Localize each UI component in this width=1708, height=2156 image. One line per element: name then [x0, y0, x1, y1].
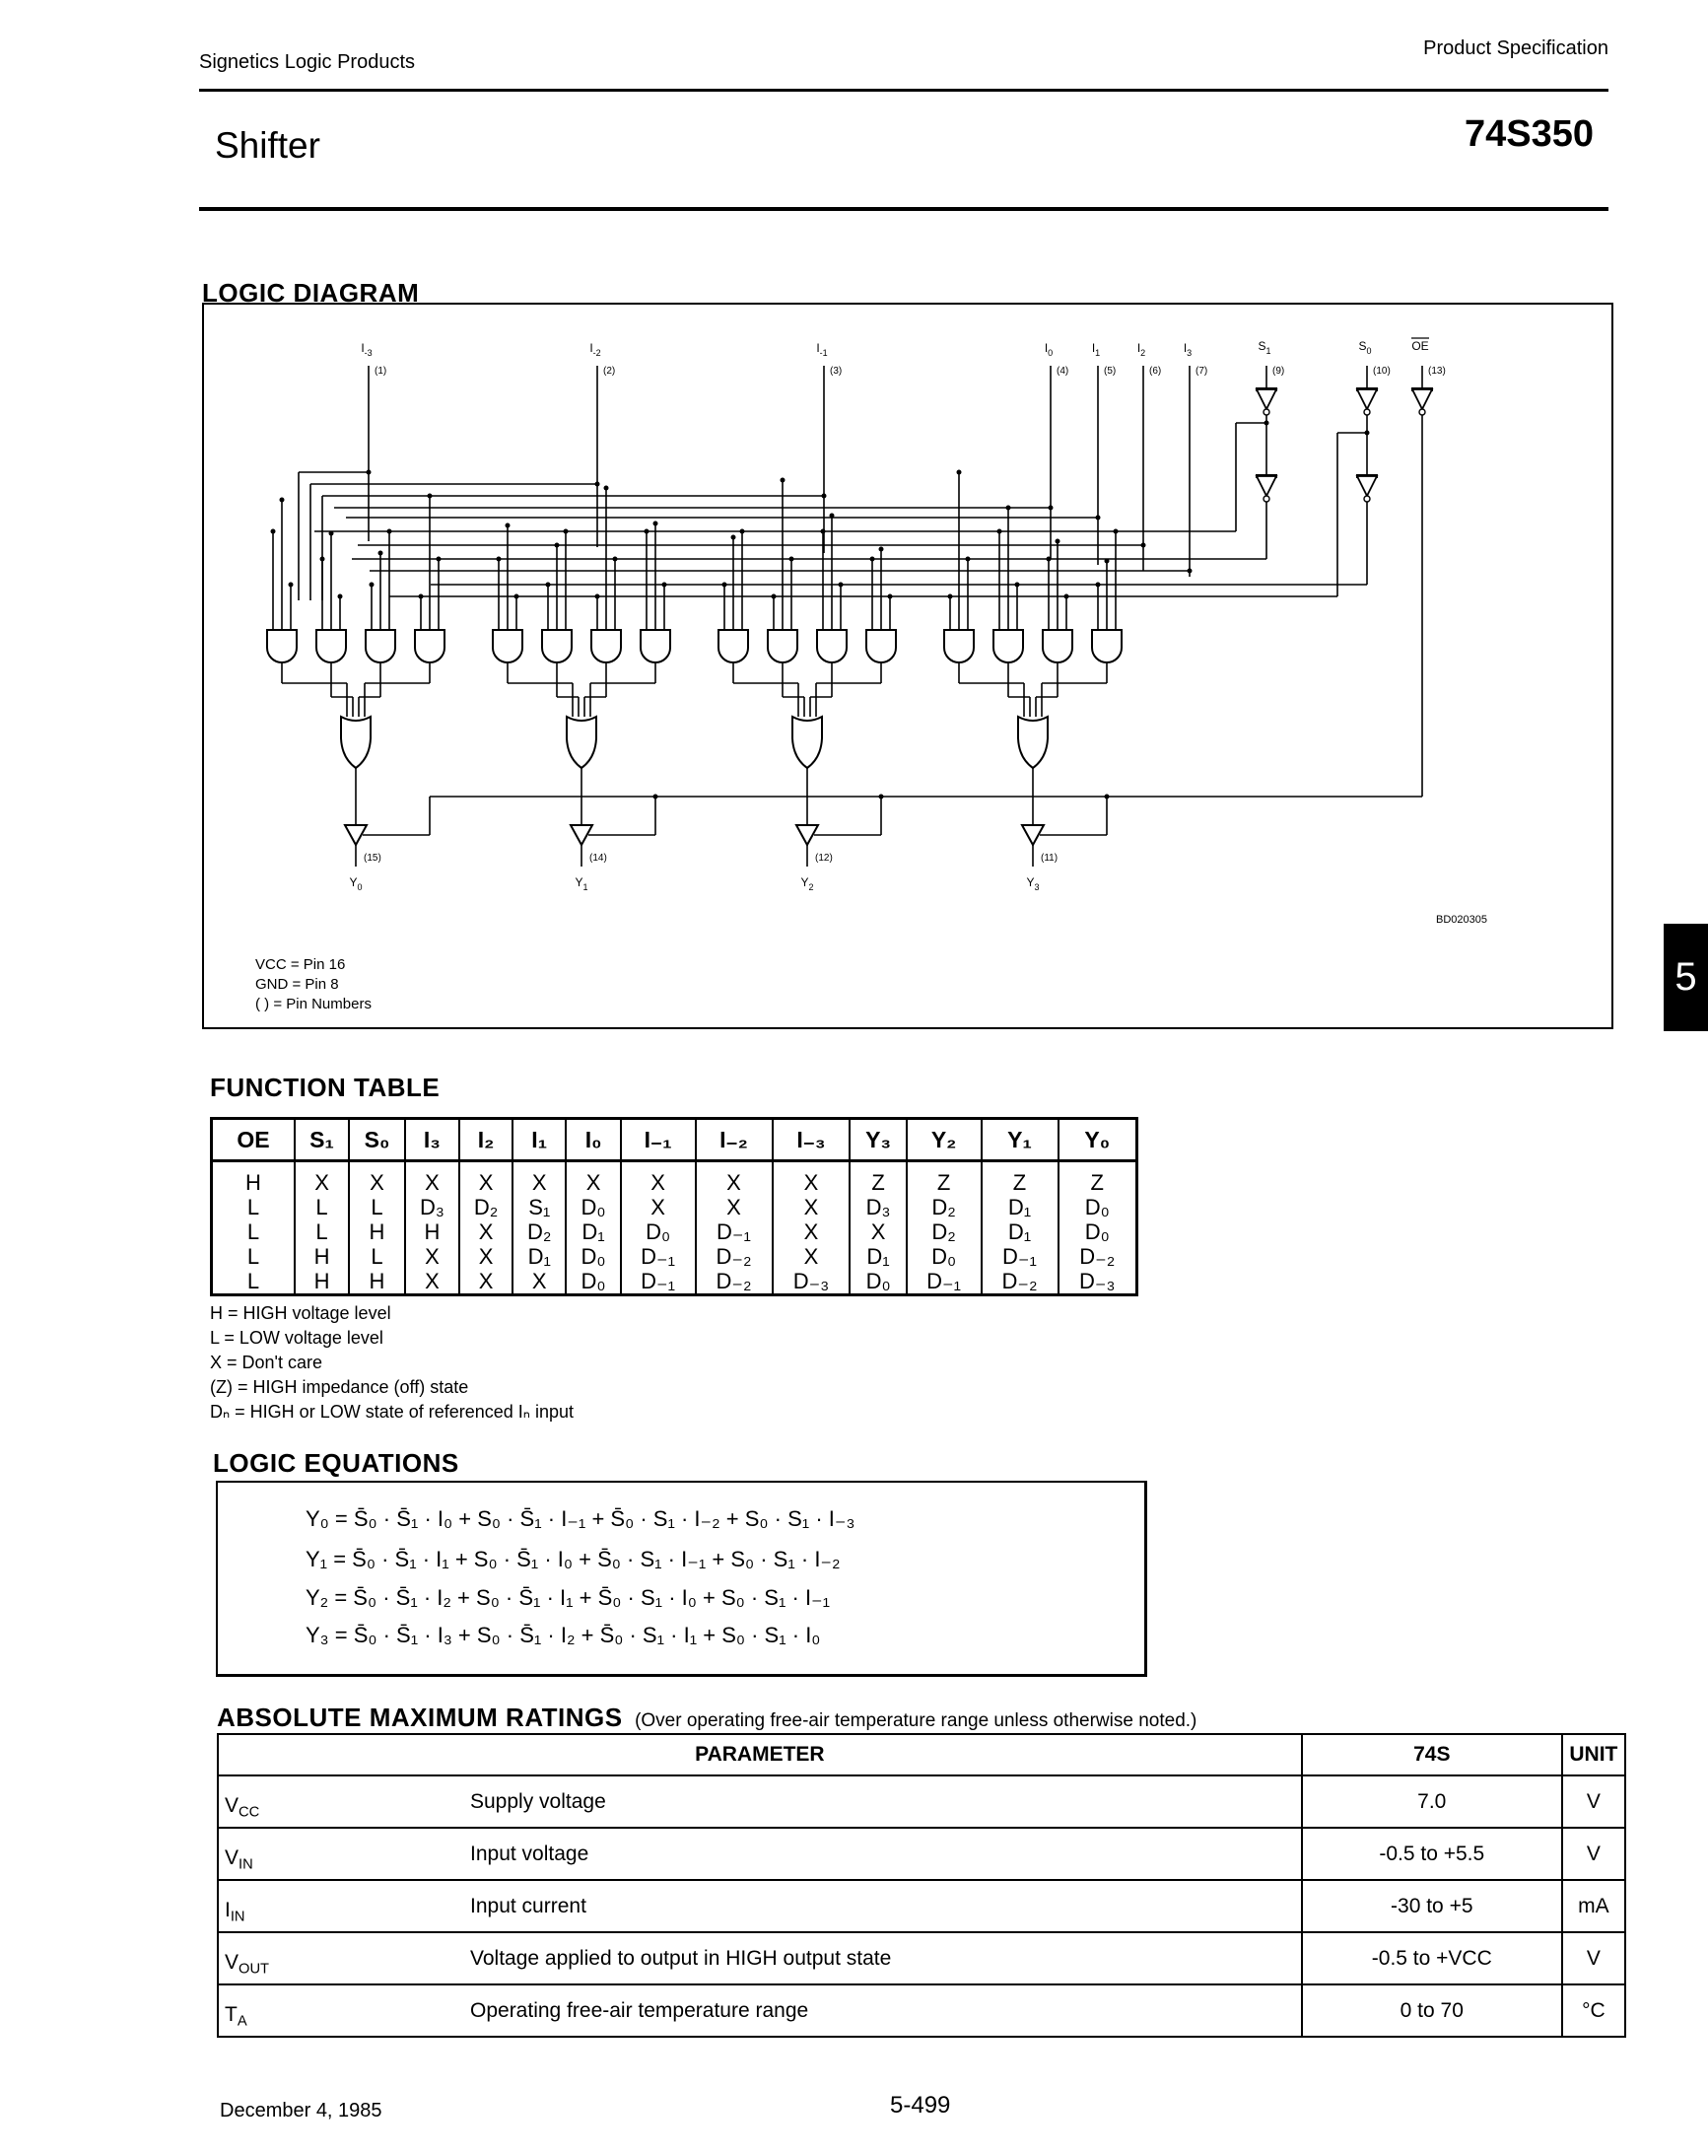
section-tab-label: 5 — [1674, 955, 1697, 999]
logic-diagram — [202, 303, 1613, 1029]
diagram-notes — [255, 955, 372, 1014]
column-header: I₋₂ — [696, 1119, 773, 1161]
table-cell: X — [459, 1219, 512, 1244]
table-cell: D₋₁ — [907, 1269, 982, 1295]
table-row — [218, 1984, 1625, 2037]
pin-number: (1) — [375, 366, 387, 377]
rating-unit: V — [1562, 1932, 1625, 1984]
input-label-2: $I_{-1}$ — [816, 341, 828, 358]
junction-dot — [367, 470, 372, 475]
junction-dot — [1188, 569, 1193, 574]
column-header: Y₁ — [982, 1119, 1059, 1161]
junction-dot — [419, 594, 424, 599]
junction-dot — [1096, 583, 1101, 588]
junction-dot — [1105, 559, 1110, 564]
junction-dot — [870, 557, 875, 562]
rating-symbol: $V_{IN}$ — [218, 1828, 423, 1880]
pin-number: (2) — [603, 366, 616, 377]
junction-dot — [1096, 516, 1101, 521]
table-row — [218, 1828, 1625, 1880]
logic-diagram-svg — [204, 305, 1611, 1027]
pin-number: (5) — [1104, 366, 1117, 377]
table-row — [212, 1219, 1137, 1244]
table-cell: L — [295, 1219, 349, 1244]
junction-dot — [789, 557, 794, 562]
table-cell: X — [459, 1161, 512, 1196]
junction-dot — [1141, 543, 1146, 548]
rating-unit: V — [1562, 1775, 1625, 1828]
table-cell: Z — [1059, 1161, 1137, 1196]
header-rule — [199, 89, 1608, 92]
and-gate-icon — [1043, 630, 1072, 662]
and-gate-icon — [718, 630, 748, 662]
section-tab — [1664, 924, 1708, 1031]
oe-inverter-icon — [1412, 389, 1432, 409]
column-header: I₂ — [459, 1119, 512, 1161]
output-label-y1: $Y_1$ — [575, 875, 588, 892]
table-row — [218, 1880, 1625, 1932]
s1-inverter-icon-bubble — [1264, 409, 1269, 415]
pin-number: (9) — [1272, 366, 1285, 377]
table-cell: H — [349, 1219, 405, 1244]
table-row — [218, 1775, 1625, 1828]
rating-description: Supply voltage — [423, 1775, 1302, 1828]
table-row — [212, 1244, 1137, 1269]
junction-dot — [370, 583, 375, 588]
junction-dot — [555, 543, 560, 548]
table-cell: D₁ — [850, 1244, 906, 1269]
ratings-header — [218, 1734, 1625, 1775]
table-row — [218, 1932, 1625, 1984]
rating-symbol: $V_{CC}$ — [218, 1775, 423, 1828]
junction-dot — [387, 529, 392, 534]
pin-number: (7) — [1196, 366, 1208, 377]
junction-dot — [830, 514, 835, 519]
col-parameter: PARAMETER — [218, 1734, 1302, 1775]
table-cell: X — [512, 1161, 566, 1196]
and-gate-icon — [944, 630, 974, 662]
junction-dot — [645, 529, 649, 534]
table-cell: D₀ — [566, 1195, 620, 1219]
s1-inverter-icon — [1257, 389, 1276, 409]
pin-number: (6) — [1149, 366, 1162, 377]
output-label-y3: $Y_3$ — [1026, 875, 1040, 892]
input-label-9: OE — [1411, 339, 1429, 353]
table-cell: D₋₂ — [1059, 1244, 1137, 1269]
junction-dot — [966, 557, 971, 562]
company-name: Signetics Logic Products — [199, 51, 416, 73]
junction-dot — [740, 529, 745, 534]
junction-dot — [822, 494, 827, 499]
document-type: Product Specification — [1423, 37, 1608, 59]
equation-y0: Y₀ = S̄₀ · S̄₁ · I₀ + S₀ · S̄₁ · I₋₁ + S̄₀ · S₁ · I₋₂ + S₀ · S₁ · I₋₃ — [306, 1506, 855, 1531]
junction-dot — [653, 522, 658, 526]
table-cell: X — [459, 1269, 512, 1295]
pin-number: (3) — [830, 366, 843, 377]
s0-buffer-icon — [1357, 476, 1377, 496]
pin-number: (12) — [815, 853, 833, 864]
junction-dot — [564, 529, 569, 534]
footer-date: December 4, 1985 — [220, 2100, 382, 2121]
legend-low: L = LOW voltage level — [210, 1328, 383, 1348]
and-gate-icon — [993, 630, 1023, 662]
table-cell: X — [696, 1195, 773, 1219]
s0-buffer-icon-bubble — [1364, 496, 1370, 502]
table-cell: D₋₂ — [696, 1244, 773, 1269]
junction-dot — [1056, 539, 1060, 544]
junction-dot — [879, 547, 884, 552]
junction-dot — [821, 529, 826, 534]
junction-dot — [338, 594, 343, 599]
page-title: Shifter — [215, 125, 320, 166]
oe-inverter-icon-bubble — [1419, 409, 1425, 415]
part-number: 74S350 — [1464, 113, 1594, 155]
equation-y1: Y₁ = S̄₀ · S̄₁ · I₁ + S₀ · S̄₁ · I₀ + S̄₀ · S₁ · I₋₁ + S₀ · S₁ · I₋₂ — [306, 1547, 841, 1571]
junction-dot — [378, 551, 383, 556]
table-cell: D₁ — [982, 1195, 1059, 1219]
table-cell: X — [773, 1161, 851, 1196]
or-gate-icon — [792, 717, 822, 768]
junction-dot — [731, 535, 736, 540]
note-gnd: GND = Pin 8 — [255, 976, 339, 993]
page-number: 5-499 — [890, 2092, 951, 2119]
equation-y2: Y₂ = S̄₀ · S̄₁ · I₂ + S₀ · S̄₁ · I₁ + S̄₀ · S₁ · I₀ + S₀ · S₁ · I₋₁ — [306, 1585, 831, 1610]
and-gate-icon — [542, 630, 572, 662]
column-header: I₋₃ — [773, 1119, 851, 1161]
and-gate-icon — [641, 630, 670, 662]
junction-dot — [613, 557, 618, 562]
output-label-y0: $Y_0$ — [349, 875, 363, 892]
note-pins: ( ) = Pin Numbers — [255, 996, 372, 1012]
junction-dot — [546, 583, 551, 588]
junction-dot — [948, 594, 953, 599]
junction-dot — [595, 594, 600, 599]
and-gate-icon — [415, 630, 444, 662]
table-cell: H — [349, 1269, 405, 1295]
pin-number: (10) — [1373, 366, 1391, 377]
and-gate-icon — [1092, 630, 1122, 662]
table-cell: X — [850, 1219, 906, 1244]
table-cell: L — [212, 1219, 296, 1244]
table-cell: X — [773, 1244, 851, 1269]
rating-value: 7.0 — [1302, 1775, 1562, 1828]
table-cell: Z — [850, 1161, 906, 1196]
or-gate-icon — [1018, 717, 1048, 768]
legend-dont-care: X = Don't care — [210, 1353, 322, 1372]
column-header: I₃ — [405, 1119, 459, 1161]
pin-number: (11) — [1041, 853, 1059, 864]
input-label-5: $I_2$ — [1136, 341, 1146, 358]
column-header: Y₃ — [850, 1119, 906, 1161]
junction-dot — [662, 583, 667, 588]
junction-dot — [722, 583, 727, 588]
function-table-legend — [210, 1301, 574, 1425]
junction-dot — [1365, 431, 1370, 436]
table-cell: D₋₂ — [982, 1269, 1059, 1295]
table-cell: D₀ — [850, 1269, 906, 1295]
legend-dn: Dₙ = HIGH or LOW state of referenced Iₙ input — [210, 1402, 574, 1422]
equation-y3: Y₃ = S̄₀ · S̄₁ · I₃ + S₀ · S̄₁ · I₂ + S̄₀ · S₁ · I₁ + S₀ · S₁ · I₀ — [306, 1623, 821, 1647]
junction-dot — [329, 531, 334, 536]
rating-description: Voltage applied to output in HIGH output state — [423, 1932, 1302, 1984]
output-label-y2: $Y_2$ — [800, 875, 814, 892]
rating-symbol: $T_A$ — [218, 1984, 423, 2037]
column-header: Y₀ — [1059, 1119, 1137, 1161]
table-cell: Z — [907, 1161, 982, 1196]
table-row — [212, 1269, 1137, 1295]
junction-dot — [997, 529, 1002, 534]
input-label-1: $I_{-2}$ — [589, 341, 601, 358]
junction-dot — [772, 594, 777, 599]
and-gate-icon — [768, 630, 797, 662]
table-cell: X — [405, 1161, 459, 1196]
junction-dot — [957, 470, 962, 475]
input-label-6: $I_3$ — [1183, 341, 1193, 358]
input-label-7: $S_1$ — [1258, 339, 1271, 356]
junction-dot — [428, 494, 433, 499]
column-header: I₁ — [512, 1119, 566, 1161]
table-cell: D₋₁ — [621, 1269, 696, 1295]
table-cell: L — [349, 1195, 405, 1219]
table-cell: X — [459, 1244, 512, 1269]
table-cell: X — [566, 1161, 620, 1196]
s0-inverter-icon-bubble — [1364, 409, 1370, 415]
junction-dot — [595, 482, 600, 487]
s0-inverter-icon — [1357, 389, 1377, 409]
note-vcc: VCC = Pin 16 — [255, 956, 346, 973]
table-cell: L — [212, 1269, 296, 1295]
table-cell: L — [349, 1244, 405, 1269]
table-cell: L — [295, 1195, 349, 1219]
junction-dot — [320, 557, 325, 562]
table-cell: X — [295, 1161, 349, 1196]
rating-unit: V — [1562, 1828, 1625, 1880]
junction-dot — [1006, 506, 1011, 511]
table-cell: D₂ — [512, 1219, 566, 1244]
junction-dot — [1049, 506, 1054, 511]
table-cell: X — [512, 1269, 566, 1295]
table-cell: D₂ — [907, 1219, 982, 1244]
or-gate-icon — [341, 717, 371, 768]
junction-dot — [1264, 421, 1269, 426]
rating-symbol: $I_{IN}$ — [218, 1880, 423, 1932]
junction-dot — [514, 594, 519, 599]
table-cell: D₀ — [1059, 1219, 1137, 1244]
table-cell: H — [212, 1161, 296, 1196]
column-header: I₀ — [566, 1119, 620, 1161]
table-cell: D₋₁ — [982, 1244, 1059, 1269]
and-gate-icon — [316, 630, 346, 662]
table-cell: D₃ — [850, 1195, 906, 1219]
table-cell: D₂ — [907, 1195, 982, 1219]
ratings-note: (Over operating free-air temperature range unless otherwise noted.) — [635, 1710, 1197, 1731]
and-gate-icon — [591, 630, 621, 662]
drawing-code: BD020305 — [1436, 914, 1487, 926]
column-header: S₀ — [349, 1119, 405, 1161]
table-cell: L — [212, 1195, 296, 1219]
table-cell: D₀ — [566, 1244, 620, 1269]
junction-dot — [506, 523, 511, 528]
column-header: I₋₁ — [621, 1119, 696, 1161]
rating-value: -0.5 to +VCC — [1302, 1932, 1562, 1984]
table-cell: X — [405, 1244, 459, 1269]
junction-dot — [839, 583, 844, 588]
col-unit: UNIT — [1562, 1734, 1625, 1775]
table-cell: D₀ — [566, 1269, 620, 1295]
table-cell: D₋₁ — [621, 1244, 696, 1269]
table-cell: D₋₁ — [696, 1219, 773, 1244]
table-cell: D₋₃ — [773, 1269, 851, 1295]
table-cell: X — [405, 1269, 459, 1295]
table-cell: X — [621, 1195, 696, 1219]
junction-dot — [1047, 557, 1052, 562]
table-cell: X — [773, 1219, 851, 1244]
rating-unit: °C — [1562, 1984, 1625, 2037]
junction-dot — [497, 557, 502, 562]
logic-diagram-heading: LOGIC DIAGRAM — [202, 278, 420, 308]
column-header: Y₂ — [907, 1119, 982, 1161]
rating-description: Operating free-air temperature range — [423, 1984, 1302, 2037]
table-cell: D₃ — [405, 1195, 459, 1219]
table-cell: D₀ — [621, 1219, 696, 1244]
col-74s: 74S — [1302, 1734, 1562, 1775]
pin-number: (14) — [589, 853, 607, 864]
legend-high: H = HIGH voltage level — [210, 1303, 391, 1323]
rating-value: 0 to 70 — [1302, 1984, 1562, 2037]
legend-high-impedance: (Z) = HIGH impedance (off) state — [210, 1377, 469, 1397]
column-header: S₁ — [295, 1119, 349, 1161]
table-cell: D₋₃ — [1059, 1269, 1137, 1295]
junction-dot — [781, 478, 786, 483]
or-gate-icon — [567, 717, 596, 768]
junction-dot — [289, 583, 294, 588]
pin-number: (4) — [1057, 366, 1069, 377]
input-label-8: $S_0$ — [1358, 339, 1372, 356]
table-cell: D₁ — [982, 1219, 1059, 1244]
input-label-0: $I_{-3}$ — [361, 341, 373, 358]
table-cell: X — [696, 1161, 773, 1196]
table-cell: H — [295, 1244, 349, 1269]
function-table-header — [212, 1119, 1137, 1161]
s1-buffer-icon-bubble — [1264, 496, 1269, 502]
function-table-heading: FUNCTION TABLE — [210, 1073, 441, 1102]
rating-value: -30 to +5 — [1302, 1880, 1562, 1932]
input-label-3: $I_0$ — [1044, 341, 1054, 358]
rating-unit: mA — [1562, 1880, 1625, 1932]
table-cell: L — [212, 1244, 296, 1269]
table-cell: D₂ — [459, 1195, 512, 1219]
junction-dot — [888, 594, 893, 599]
ratings-heading: ABSOLUTE MAXIMUM RATINGS — [217, 1703, 623, 1732]
rating-symbol: $V_{OUT}$ — [218, 1932, 423, 1984]
and-gate-icon — [366, 630, 395, 662]
logic-equations-heading: LOGIC EQUATIONS — [213, 1448, 459, 1478]
and-gate-icon — [866, 630, 896, 662]
rating-value: -0.5 to +5.5 — [1302, 1828, 1562, 1880]
junction-dot — [271, 529, 276, 534]
s1-buffer-icon — [1257, 476, 1276, 496]
table-cell: S₁ — [512, 1195, 566, 1219]
pin-number: (13) — [1428, 366, 1446, 377]
and-gate-icon — [267, 630, 297, 662]
junction-dot — [280, 498, 285, 503]
table-cell: D₁ — [512, 1244, 566, 1269]
table-row — [212, 1161, 1137, 1196]
junction-dot — [437, 557, 442, 562]
junction-dot — [1015, 583, 1020, 588]
table-cell: Z — [982, 1161, 1059, 1196]
table-cell: X — [621, 1161, 696, 1196]
column-header: OE — [212, 1119, 296, 1161]
junction-dot — [1064, 594, 1069, 599]
function-table — [210, 1117, 1138, 1296]
table-cell: H — [295, 1269, 349, 1295]
ratings-table — [217, 1733, 1626, 2038]
table-cell: D₋₂ — [696, 1269, 773, 1295]
and-gate-icon — [493, 630, 522, 662]
rating-description: Input voltage — [423, 1828, 1302, 1880]
table-cell: D₀ — [1059, 1195, 1137, 1219]
table-cell: D₁ — [566, 1219, 620, 1244]
and-gate-icon — [817, 630, 847, 662]
table-cell: D₀ — [907, 1244, 982, 1269]
table-cell: X — [349, 1161, 405, 1196]
title-rule — [199, 207, 1608, 211]
junction-dot — [1114, 529, 1119, 534]
pin-number: (15) — [364, 853, 381, 864]
input-label-4: $I_1$ — [1091, 341, 1101, 358]
rating-description: Input current — [423, 1880, 1302, 1932]
table-cell: H — [405, 1219, 459, 1244]
table-cell: X — [773, 1195, 851, 1219]
ratings-heading-line — [217, 1703, 1196, 1733]
table-row — [212, 1195, 1137, 1219]
junction-dot — [604, 486, 609, 491]
